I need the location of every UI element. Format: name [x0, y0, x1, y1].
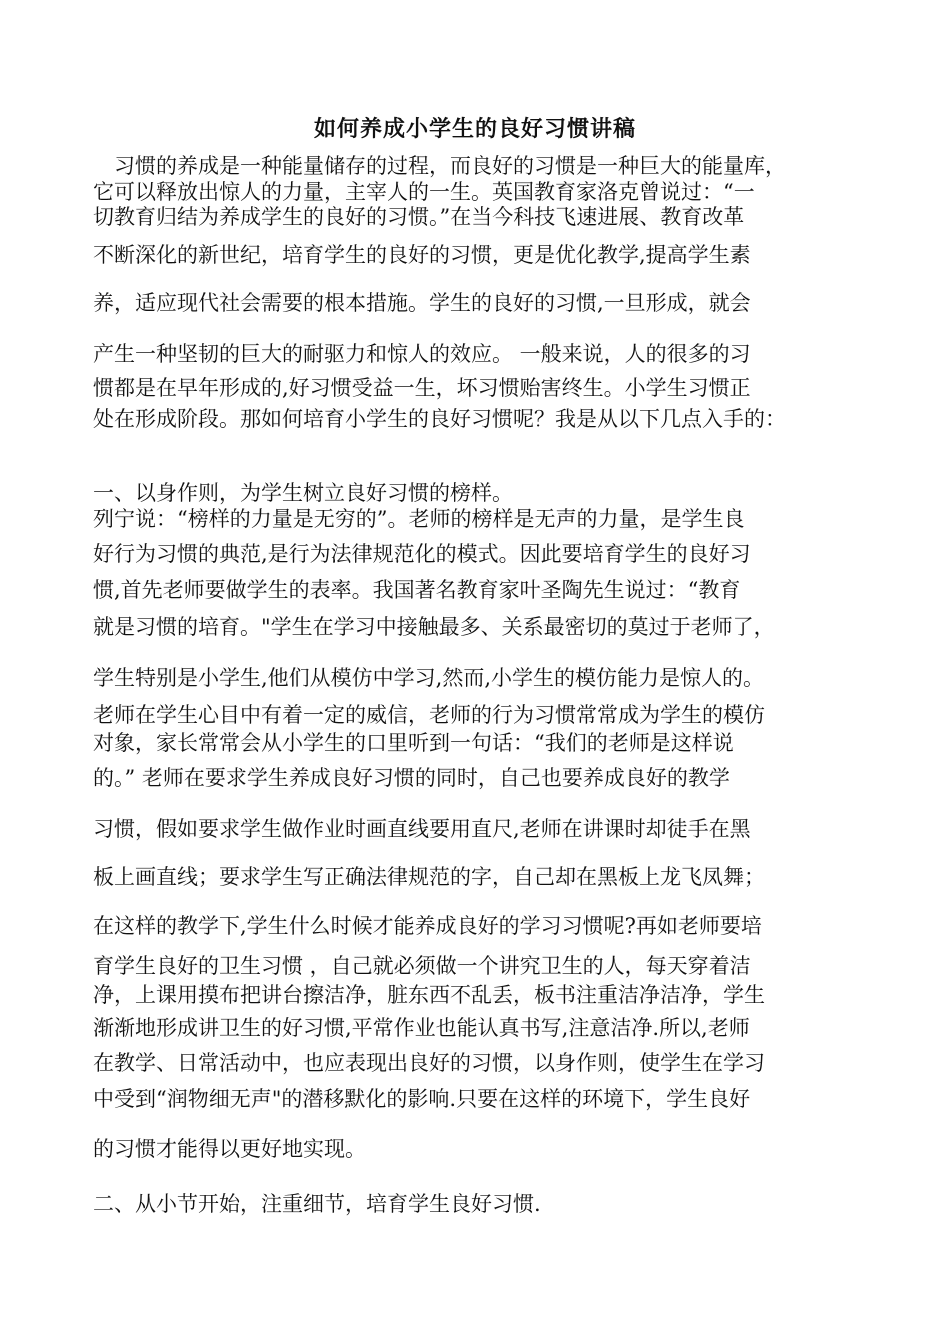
text-line: 渐渐地形成讲卫生的好习惯,平常作业也能认真书写,注意洁净.所以,老师	[93, 1016, 750, 1040]
text-line: 就是习惯的培育。"学生在学习中接触最多、关系最密切的莫过于老师了，	[93, 615, 775, 639]
text-line: 处在形成阶段。那如何培育小学生的良好习惯呢？我是从以下几点入手的：	[93, 407, 786, 431]
text-line: 的习惯才能得以更好地实现。	[93, 1137, 366, 1161]
section-heading: 一、以身作则，为学生树立良好习惯的榜样。	[93, 481, 513, 505]
text-line: 对象，家长常常会从小学生的口里听到一句话：“我们的老师是这样说	[93, 731, 734, 755]
document-title: 如何养成小学生的良好习惯讲稿	[313, 116, 636, 142]
text-line: 育学生良好的卫生习惯 ，自己就必须做一个讲究卫生的人，每天穿着洁	[93, 954, 751, 978]
text-line: 养，适应现代社会需要的根本措施。学生的良好的习惯,一旦形成，就会	[93, 291, 751, 315]
text-line: 产生一种坚韧的巨大的耐驱力和惊人的效应。 一般来说，人的很多的习	[93, 342, 751, 366]
text-line: 老师在学生心目中有着一定的威信，老师的行为习惯常常成为学生的模仿	[93, 703, 765, 727]
text-line: 在这样的教学下,学生什么时候才能养成良好的学习习惯呢?再如老师要培	[93, 914, 762, 938]
text-line: 惯都是在早年形成的,好习惯受益一生，坏习惯贻害终生。小学生习惯正	[93, 376, 751, 400]
text-line: 它可以释放出惊人的力量，主宰人的一生。英国教育家洛克曾说过：“一	[93, 180, 755, 204]
text-line: 净，上课用摸布把讲台擦洁净，脏东西不乱丢，板书注重洁净洁净，学生	[93, 983, 765, 1007]
text-line: 中受到“润物细无声"的潜移默化的影响.只要在这样的环境下，学生良好	[93, 1087, 751, 1111]
text-line: 切教育归结为养成学生的良好的习惯。”在当今科技飞速进展、教育改革	[93, 205, 745, 229]
text-line: 学生特别是小学生,他们从模仿中学习,然而,小学生的模仿能力是惊人的。	[93, 666, 765, 690]
text-line: 列宁说：“榜样的力量是无穷的”。老师的榜样是无声的力量，是学生良	[93, 507, 745, 531]
text-line: 不断深化的新世纪，培育学生的良好的习惯，更是优化教学,提高学生素	[93, 243, 751, 267]
text-line: 惯,首先老师要做学生的表率。我国著名教育家叶圣陶先生说过：“教育	[93, 578, 741, 602]
text-line: 习惯的养成是一种能量储存的过程，而良好的习惯是一种巨大的能量库，	[93, 154, 786, 178]
section-heading: 二、从小节开始，注重细节，培育学生良好习惯.	[93, 1192, 541, 1216]
text-line: 习惯，假如要求学生做作业时画直线要用直尺,老师在讲课时却徒手在黑	[93, 817, 751, 841]
text-line: 板上画直线；要求学生写正确法律规范的字，自己却在黑板上龙飞凤舞；	[93, 865, 765, 889]
text-line: 好行为习惯的典范,是行为法律规范化的模式。因此要培育学生的良好习	[93, 542, 751, 566]
text-line: 的。” 老师在要求学生养成良好习惯的同时，自己也要养成良好的教学	[93, 766, 730, 790]
text-line: 在教学、日常活动中，也应表现出良好的习惯，以身作则，使学生在学习	[93, 1051, 765, 1075]
